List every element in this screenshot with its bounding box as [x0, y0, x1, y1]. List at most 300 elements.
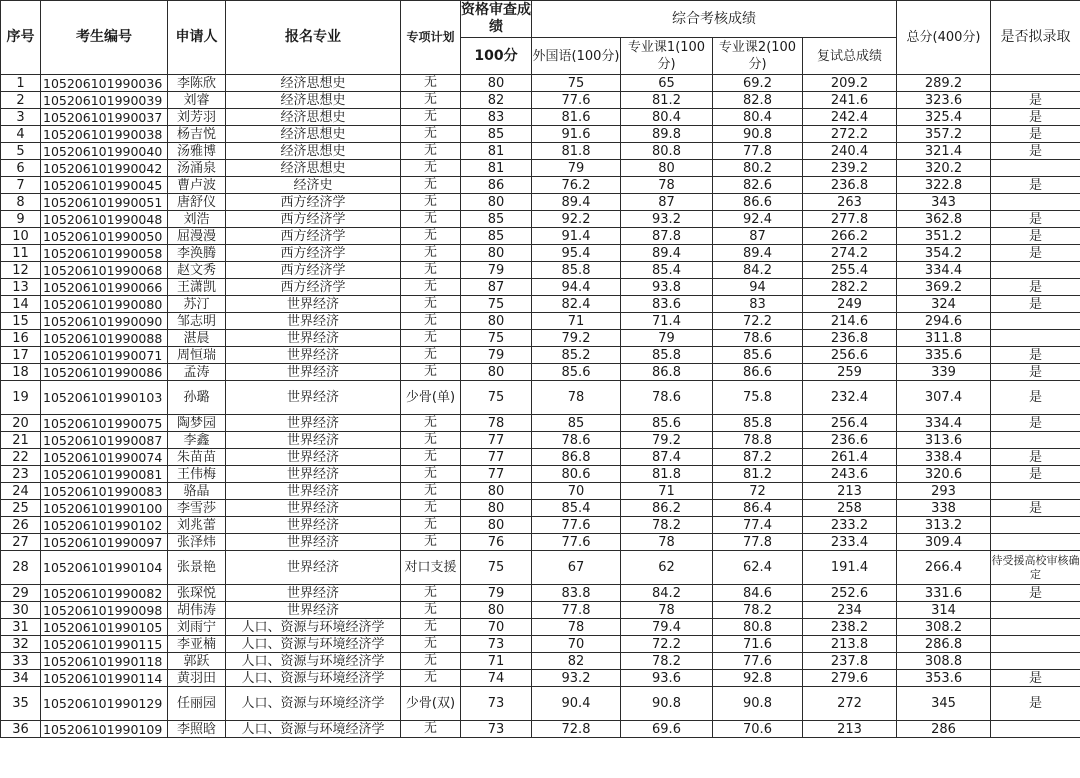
cell-course1: 78.6 — [621, 381, 713, 415]
table-row — [1, 75, 1080, 92]
cell-major: 经济思想史 — [226, 75, 401, 92]
table-row — [1, 483, 1080, 500]
cell-retest-total: 241.6 — [803, 92, 897, 109]
cell-special-plan: 无 — [401, 466, 461, 483]
cell-qualification: 79 — [461, 585, 532, 602]
cell-applicant: 王潇凯 — [168, 279, 226, 296]
cell-exam-id: 105206101990083 — [41, 483, 168, 500]
cell-course2: 90.8 — [713, 126, 803, 143]
cell-seq: 3 — [1, 109, 41, 126]
cell-foreign-language: 78 — [532, 619, 621, 636]
cell-special-plan: 无 — [401, 619, 461, 636]
cell-total: 320.6 — [897, 466, 991, 483]
cell-foreign-language: 91.6 — [532, 126, 621, 143]
header-admit: 是否拟录取 — [991, 1, 1080, 75]
cell-qualification: 87 — [461, 279, 532, 296]
cell-foreign-language: 85 — [532, 415, 621, 432]
cell-qualification: 73 — [461, 636, 532, 653]
cell-foreign-language: 82.4 — [532, 296, 621, 313]
cell-special-plan: 无 — [401, 653, 461, 670]
cell-applicant: 刘浩 — [168, 211, 226, 228]
cell-seq: 36 — [1, 721, 41, 738]
cell-major: 人口、资源与环境经济学 — [226, 721, 401, 738]
cell-total: 323.6 — [897, 92, 991, 109]
cell-applicant: 王伟梅 — [168, 466, 226, 483]
header-applicant: 申请人 — [168, 1, 226, 75]
cell-course1: 80 — [621, 160, 713, 177]
cell-special-plan: 无 — [401, 517, 461, 534]
cell-course1: 83.6 — [621, 296, 713, 313]
cell-applicant: 屈漫漫 — [168, 228, 226, 245]
header-comprehensive: 综合考核成绩 — [532, 1, 897, 38]
table-row — [1, 160, 1080, 177]
cell-admit — [991, 653, 1080, 670]
cell-seq: 35 — [1, 687, 41, 721]
cell-total: 311.8 — [897, 330, 991, 347]
table-row — [1, 551, 1080, 585]
table-row — [1, 670, 1080, 687]
table-row — [1, 211, 1080, 228]
cell-applicant: 孟涛 — [168, 364, 226, 381]
cell-major: 西方经济学 — [226, 228, 401, 245]
cell-major: 世界经济 — [226, 534, 401, 551]
cell-foreign-language: 85.4 — [532, 500, 621, 517]
cell-foreign-language: 78.6 — [532, 432, 621, 449]
cell-course2: 77.8 — [713, 534, 803, 551]
cell-retest-total: 233.4 — [803, 534, 897, 551]
cell-special-plan: 无 — [401, 211, 461, 228]
cell-course1: 93.8 — [621, 279, 713, 296]
cell-retest-total: 272.2 — [803, 126, 897, 143]
cell-applicant: 李雪莎 — [168, 500, 226, 517]
cell-retest-total: 191.4 — [803, 551, 897, 585]
cell-major: 西方经济学 — [226, 194, 401, 211]
cell-exam-id: 105206101990071 — [41, 347, 168, 364]
cell-seq: 17 — [1, 347, 41, 364]
cell-special-plan: 无 — [401, 160, 461, 177]
cell-admit — [991, 160, 1080, 177]
cell-seq: 20 — [1, 415, 41, 432]
cell-retest-total: 239.2 — [803, 160, 897, 177]
cell-exam-id: 105206101990048 — [41, 211, 168, 228]
cell-total: 362.8 — [897, 211, 991, 228]
cell-foreign-language: 75 — [532, 75, 621, 92]
cell-total: 320.2 — [897, 160, 991, 177]
cell-seq: 27 — [1, 534, 41, 551]
cell-major: 世界经济 — [226, 449, 401, 466]
cell-exam-id: 105206101990066 — [41, 279, 168, 296]
cell-course1: 78 — [621, 602, 713, 619]
cell-major: 世界经济 — [226, 466, 401, 483]
cell-retest-total: 255.4 — [803, 262, 897, 279]
cell-special-plan: 无 — [401, 143, 461, 160]
cell-applicant: 周恒瑞 — [168, 347, 226, 364]
table-row — [1, 194, 1080, 211]
cell-course1: 71.4 — [621, 313, 713, 330]
cell-major: 世界经济 — [226, 602, 401, 619]
cell-special-plan: 无 — [401, 296, 461, 313]
cell-seq: 29 — [1, 585, 41, 602]
cell-course2: 78.6 — [713, 330, 803, 347]
cell-course1: 79.4 — [621, 619, 713, 636]
cell-qualification: 80 — [461, 517, 532, 534]
cell-major: 经济思想史 — [226, 143, 401, 160]
cell-course1: 78.2 — [621, 517, 713, 534]
cell-seq: 34 — [1, 670, 41, 687]
cell-course1: 80.4 — [621, 109, 713, 126]
header-qualification: 资格审查成绩 — [461, 1, 532, 38]
cell-applicant: 刘睿 — [168, 92, 226, 109]
cell-retest-total: 213.8 — [803, 636, 897, 653]
cell-special-plan: 无 — [401, 75, 461, 92]
cell-retest-total: 258 — [803, 500, 897, 517]
cell-exam-id: 105206101990086 — [41, 364, 168, 381]
cell-total: 338 — [897, 500, 991, 517]
cell-foreign-language: 67 — [532, 551, 621, 585]
cell-major: 世界经济 — [226, 483, 401, 500]
cell-total: 334.4 — [897, 262, 991, 279]
cell-exam-id: 105206101990051 — [41, 194, 168, 211]
cell-qualification: 80 — [461, 194, 532, 211]
cell-applicant: 黄羽田 — [168, 670, 226, 687]
cell-exam-id: 105206101990082 — [41, 585, 168, 602]
cell-course2: 84.2 — [713, 262, 803, 279]
cell-applicant: 邹志明 — [168, 313, 226, 330]
cell-foreign-language: 77.6 — [532, 517, 621, 534]
cell-special-plan: 少骨(单) — [401, 381, 461, 415]
cell-admit: 是 — [991, 500, 1080, 517]
cell-admit: 待受援高校审核确定 — [991, 551, 1080, 585]
cell-course2: 77.6 — [713, 653, 803, 670]
cell-foreign-language: 90.4 — [532, 687, 621, 721]
cell-course1: 89.4 — [621, 245, 713, 262]
cell-foreign-language: 72.8 — [532, 721, 621, 738]
cell-total: 334.4 — [897, 415, 991, 432]
cell-major: 世界经济 — [226, 381, 401, 415]
cell-exam-id: 105206101990115 — [41, 636, 168, 653]
header-total: 总分(400分) — [897, 1, 991, 75]
cell-retest-total: 266.2 — [803, 228, 897, 245]
cell-foreign-language: 89.4 — [532, 194, 621, 211]
cell-course1: 86.2 — [621, 500, 713, 517]
cell-course2: 82.8 — [713, 92, 803, 109]
cell-major: 世界经济 — [226, 432, 401, 449]
cell-qualification: 85 — [461, 126, 532, 143]
cell-foreign-language: 80.6 — [532, 466, 621, 483]
table-row — [1, 177, 1080, 194]
cell-special-plan: 无 — [401, 432, 461, 449]
cell-qualification: 77 — [461, 466, 532, 483]
cell-course2: 78.2 — [713, 602, 803, 619]
cell-major: 经济思想史 — [226, 126, 401, 143]
cell-qualification: 80 — [461, 364, 532, 381]
cell-course1: 84.2 — [621, 585, 713, 602]
cell-total: 293 — [897, 483, 991, 500]
cell-foreign-language: 83.8 — [532, 585, 621, 602]
cell-major: 人口、资源与环境经济学 — [226, 687, 401, 721]
cell-course2: 86.4 — [713, 500, 803, 517]
cell-special-plan: 无 — [401, 194, 461, 211]
cell-applicant: 张琛悦 — [168, 585, 226, 602]
cell-course2: 75.8 — [713, 381, 803, 415]
cell-qualification: 74 — [461, 670, 532, 687]
cell-special-plan: 无 — [401, 602, 461, 619]
cell-foreign-language: 70 — [532, 483, 621, 500]
cell-retest-total: 256.4 — [803, 415, 897, 432]
cell-special-plan: 少骨(双) — [401, 687, 461, 721]
header-major: 报名专业 — [226, 1, 401, 75]
cell-total: 286.8 — [897, 636, 991, 653]
cell-total: 343 — [897, 194, 991, 211]
cell-major: 世界经济 — [226, 415, 401, 432]
table-row — [1, 245, 1080, 262]
cell-special-plan: 无 — [401, 415, 461, 432]
cell-foreign-language: 86.8 — [532, 449, 621, 466]
cell-retest-total: 213 — [803, 483, 897, 500]
cell-applicant: 胡伟涛 — [168, 602, 226, 619]
cell-qualification: 75 — [461, 330, 532, 347]
cell-retest-total: 243.6 — [803, 466, 897, 483]
cell-course2: 86.6 — [713, 364, 803, 381]
cell-course1: 81.8 — [621, 466, 713, 483]
cell-exam-id: 105206101990080 — [41, 296, 168, 313]
cell-total: 266.4 — [897, 551, 991, 585]
cell-retest-total: 233.2 — [803, 517, 897, 534]
cell-course1: 90.8 — [621, 687, 713, 721]
cell-admit — [991, 619, 1080, 636]
cell-course1: 78.2 — [621, 653, 713, 670]
cell-seq: 16 — [1, 330, 41, 347]
cell-total: 331.6 — [897, 585, 991, 602]
cell-major: 人口、资源与环境经济学 — [226, 653, 401, 670]
cell-foreign-language: 81.6 — [532, 109, 621, 126]
cell-exam-id: 105206101990097 — [41, 534, 168, 551]
cell-applicant: 刘芳羽 — [168, 109, 226, 126]
cell-special-plan: 无 — [401, 245, 461, 262]
cell-seq: 4 — [1, 126, 41, 143]
cell-total: 338.4 — [897, 449, 991, 466]
cell-seq: 13 — [1, 279, 41, 296]
cell-exam-id: 105206101990087 — [41, 432, 168, 449]
cell-seq: 14 — [1, 296, 41, 313]
cell-exam-id: 105206101990045 — [41, 177, 168, 194]
cell-course2: 85.6 — [713, 347, 803, 364]
cell-course2: 86.6 — [713, 194, 803, 211]
table-row — [1, 109, 1080, 126]
cell-special-plan: 无 — [401, 313, 461, 330]
cell-major: 世界经济 — [226, 500, 401, 517]
cell-course1: 93.2 — [621, 211, 713, 228]
cell-retest-total: 240.4 — [803, 143, 897, 160]
cell-course2: 87.2 — [713, 449, 803, 466]
cell-course1: 80.8 — [621, 143, 713, 160]
cell-course1: 86.8 — [621, 364, 713, 381]
table-row — [1, 381, 1080, 415]
cell-exam-id: 105206101990042 — [41, 160, 168, 177]
cell-course2: 80.2 — [713, 160, 803, 177]
cell-foreign-language: 93.2 — [532, 670, 621, 687]
cell-total: 351.2 — [897, 228, 991, 245]
cell-retest-total: 236.8 — [803, 330, 897, 347]
cell-major: 西方经济学 — [226, 279, 401, 296]
cell-qualification: 75 — [461, 381, 532, 415]
cell-course1: 81.2 — [621, 92, 713, 109]
cell-qualification: 78 — [461, 415, 532, 432]
cell-admit: 是 — [991, 211, 1080, 228]
cell-foreign-language: 70 — [532, 636, 621, 653]
cell-admit: 是 — [991, 381, 1080, 415]
cell-qualification: 77 — [461, 449, 532, 466]
cell-major: 人口、资源与环境经济学 — [226, 670, 401, 687]
cell-seq: 12 — [1, 262, 41, 279]
table-row — [1, 347, 1080, 364]
cell-applicant: 曹卢波 — [168, 177, 226, 194]
cell-total: 339 — [897, 364, 991, 381]
cell-applicant: 郭跃 — [168, 653, 226, 670]
cell-admit — [991, 313, 1080, 330]
cell-exam-id: 105206101990068 — [41, 262, 168, 279]
cell-admit: 是 — [991, 415, 1080, 432]
cell-course1: 78 — [621, 534, 713, 551]
cell-seq: 31 — [1, 619, 41, 636]
cell-course1: 87 — [621, 194, 713, 211]
cell-seq: 28 — [1, 551, 41, 585]
cell-qualification: 83 — [461, 109, 532, 126]
cell-qualification: 86 — [461, 177, 532, 194]
cell-course1: 85.8 — [621, 347, 713, 364]
cell-foreign-language: 79.2 — [532, 330, 621, 347]
cell-total: 308.8 — [897, 653, 991, 670]
cell-major: 西方经济学 — [226, 211, 401, 228]
cell-seq: 19 — [1, 381, 41, 415]
cell-qualification: 77 — [461, 432, 532, 449]
cell-foreign-language: 82 — [532, 653, 621, 670]
cell-foreign-language: 91.4 — [532, 228, 621, 245]
cell-applicant: 李涣腾 — [168, 245, 226, 262]
cell-course2: 78.8 — [713, 432, 803, 449]
cell-course1: 87.4 — [621, 449, 713, 466]
cell-seq: 5 — [1, 143, 41, 160]
cell-special-plan: 无 — [401, 585, 461, 602]
cell-foreign-language: 78 — [532, 381, 621, 415]
cell-special-plan: 无 — [401, 500, 461, 517]
cell-major: 世界经济 — [226, 364, 401, 381]
cell-course2: 92.8 — [713, 670, 803, 687]
cell-applicant: 李照晗 — [168, 721, 226, 738]
cell-total: 294.6 — [897, 313, 991, 330]
table-row — [1, 415, 1080, 432]
cell-major: 世界经济 — [226, 585, 401, 602]
cell-major: 西方经济学 — [226, 245, 401, 262]
table-row — [1, 313, 1080, 330]
cell-special-plan: 无 — [401, 364, 461, 381]
cell-special-plan: 无 — [401, 92, 461, 109]
cell-special-plan: 无 — [401, 449, 461, 466]
cell-special-plan: 无 — [401, 721, 461, 738]
header-foreign-language: 外国语(100分) — [532, 38, 621, 75]
cell-seq: 10 — [1, 228, 41, 245]
cell-retest-total: 256.6 — [803, 347, 897, 364]
cell-qualification: 80 — [461, 602, 532, 619]
cell-special-plan: 无 — [401, 126, 461, 143]
cell-retest-total: 209.2 — [803, 75, 897, 92]
cell-exam-id: 105206101990040 — [41, 143, 168, 160]
cell-retest-total: 252.6 — [803, 585, 897, 602]
cell-qualification: 82 — [461, 92, 532, 109]
cell-major: 经济思想史 — [226, 109, 401, 126]
cell-admit: 是 — [991, 109, 1080, 126]
cell-retest-total: 277.8 — [803, 211, 897, 228]
cell-admit: 是 — [991, 364, 1080, 381]
cell-admit — [991, 721, 1080, 738]
cell-special-plan: 无 — [401, 534, 461, 551]
cell-seq: 30 — [1, 602, 41, 619]
cell-seq: 18 — [1, 364, 41, 381]
table-row — [1, 500, 1080, 517]
cell-admit — [991, 432, 1080, 449]
cell-qualification: 79 — [461, 262, 532, 279]
header-course1: 专业课1(100分) — [621, 38, 713, 75]
cell-course2: 92.4 — [713, 211, 803, 228]
cell-admit — [991, 75, 1080, 92]
cell-course2: 62.4 — [713, 551, 803, 585]
cell-course1: 89.8 — [621, 126, 713, 143]
cell-total: 308.2 — [897, 619, 991, 636]
cell-admit: 是 — [991, 347, 1080, 364]
cell-course1: 85.4 — [621, 262, 713, 279]
cell-seq: 9 — [1, 211, 41, 228]
cell-seq: 1 — [1, 75, 41, 92]
cell-applicant: 唐舒仪 — [168, 194, 226, 211]
header-qualification-sub: 100分 — [461, 38, 532, 75]
cell-course1: 65 — [621, 75, 713, 92]
cell-course2: 80.8 — [713, 619, 803, 636]
table-row — [1, 228, 1080, 245]
cell-major: 世界经济 — [226, 296, 401, 313]
cell-qualification: 81 — [461, 160, 532, 177]
cell-exam-id: 105206101990098 — [41, 602, 168, 619]
cell-seq: 21 — [1, 432, 41, 449]
cell-special-plan: 无 — [401, 347, 461, 364]
cell-applicant: 李鑫 — [168, 432, 226, 449]
cell-foreign-language: 81.8 — [532, 143, 621, 160]
cell-admit: 是 — [991, 585, 1080, 602]
cell-foreign-language: 94.4 — [532, 279, 621, 296]
cell-admit — [991, 636, 1080, 653]
cell-exam-id: 105206101990114 — [41, 670, 168, 687]
cell-admit: 是 — [991, 449, 1080, 466]
cell-special-plan: 无 — [401, 279, 461, 296]
cell-course2: 71.6 — [713, 636, 803, 653]
cell-foreign-language: 77.8 — [532, 602, 621, 619]
header-seq: 序号 — [1, 1, 41, 75]
cell-exam-id: 105206101990038 — [41, 126, 168, 143]
cell-course2: 85.8 — [713, 415, 803, 432]
cell-course2: 94 — [713, 279, 803, 296]
cell-major: 世界经济 — [226, 347, 401, 364]
cell-total: 353.6 — [897, 670, 991, 687]
cell-special-plan: 无 — [401, 670, 461, 687]
cell-major: 经济思想史 — [226, 92, 401, 109]
cell-foreign-language: 71 — [532, 313, 621, 330]
cell-qualification: 75 — [461, 296, 532, 313]
cell-retest-total: 232.4 — [803, 381, 897, 415]
table-row — [1, 721, 1080, 738]
table-row — [1, 466, 1080, 483]
cell-admit: 是 — [991, 296, 1080, 313]
cell-applicant: 赵文秀 — [168, 262, 226, 279]
cell-admit: 是 — [991, 143, 1080, 160]
